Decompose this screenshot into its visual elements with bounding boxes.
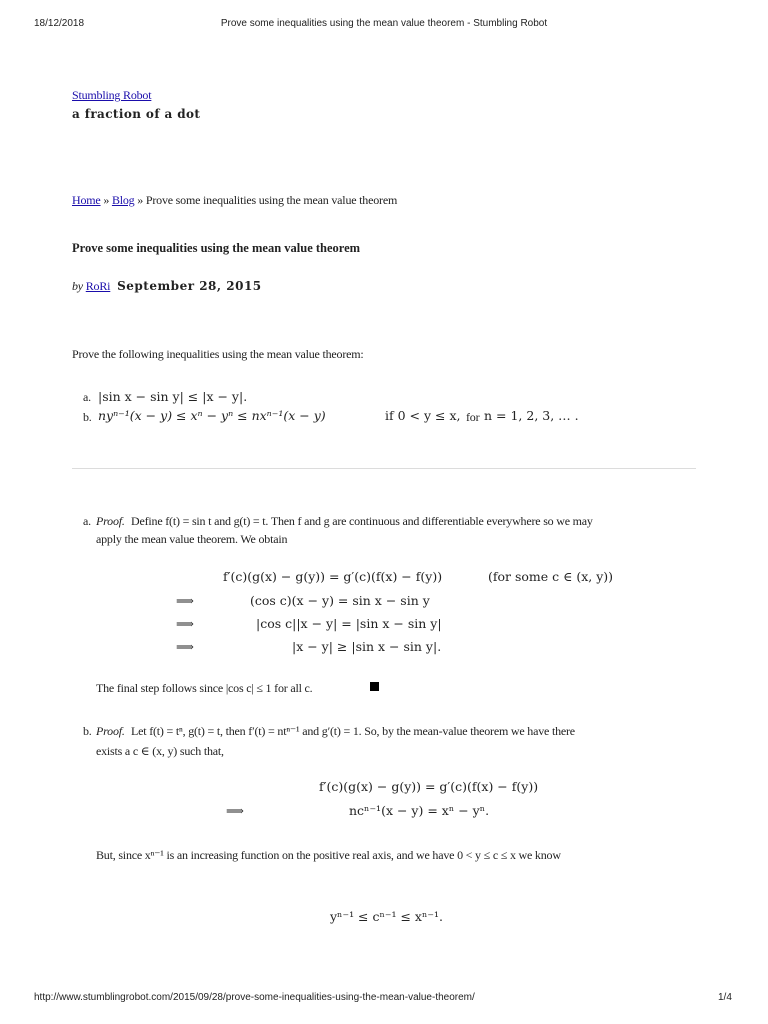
breadcrumb-separator: » xyxy=(100,193,112,207)
proof-a-line1: Define f(t) = sin t and g(t) = t. Then f and g are continuous and differentiable everywhere so we may xyxy=(131,514,593,528)
proof-a-eq1-note: (for some c ∈ (x, y)) xyxy=(488,569,614,584)
implies-arrow: ⟹ xyxy=(176,616,194,631)
breadcrumb-current: Prove some inequalities using the mean value theorem xyxy=(145,193,398,207)
post-date: September 28, 2015 xyxy=(117,279,262,293)
proof-b-label: b. xyxy=(83,724,92,738)
print-url: http://www.stumblingrobot.com/2015/09/28/prove-some-inequalities-using-the-mean-value-theorem/ xyxy=(34,992,475,1003)
proof-b-line2: exists a c ∈ (x, y) such that, xyxy=(96,744,224,758)
print-date: 18/12/2018 xyxy=(34,18,85,29)
breadcrumb xyxy=(72,193,397,208)
proof-a-final: The final step follows since |cos c| ≤ 1 for all c. xyxy=(96,681,313,695)
proof-a-eq3: |cos c||x − y| = |sin x − sin y| xyxy=(256,616,442,631)
problem-intro: Prove the following inequalities using the mean value theorem: xyxy=(72,347,364,361)
proof-b-eq1: f′(c)(g(x) − g(y)) = g′(c)(f(x) − f(y)) xyxy=(319,779,539,794)
item-a-inequality: |sin x − sin y| ≤ |x − y|. xyxy=(98,389,248,404)
proof-a-eq4: |x − y| ≥ |sin x − sin y|. xyxy=(292,639,442,654)
proof-a-label: a. xyxy=(83,514,91,528)
implies-arrow: ⟹ xyxy=(176,593,194,608)
post-byline xyxy=(72,279,262,294)
print-title: Prove some inequalities using the mean value theorem - Stumbling Robot xyxy=(220,18,548,29)
item-a-label: a. xyxy=(83,390,91,404)
implies-arrow: ⟹ xyxy=(226,803,244,818)
print-page-number: 1/4 xyxy=(718,992,732,1003)
item-b-for: for xyxy=(466,410,480,424)
item-b-inequality: nyⁿ⁻¹(x − y) ≤ xⁿ − yⁿ ≤ nxⁿ⁻¹(x − y) xyxy=(98,408,326,423)
item-b-condition: if 0 < y ≤ x, xyxy=(385,408,461,423)
author-link[interactable]: RoRi xyxy=(85,279,111,293)
proof-b-line1: Let f(t) = tⁿ, g(t) = t, then f′(t) = ntⁿ⁻¹ and g′(t) = 1. So, by the mean-value theorem we have there xyxy=(131,724,575,738)
proof-a-proof-word: Proof. xyxy=(96,514,125,528)
proof-a-eq1: f′(c)(g(x) − g(y)) = g′(c)(f(x) − f(y)) xyxy=(223,569,443,584)
proof-a-line2: apply the mean value theorem. We obtain xyxy=(96,532,288,546)
site-name-link[interactable]: Stumbling Robot xyxy=(72,88,152,102)
site-tagline: a fraction of a dot xyxy=(72,107,201,121)
breadcrumb-home-link[interactable]: Home xyxy=(72,193,101,207)
qed-square-icon xyxy=(370,682,379,691)
proof-a-eq2: (cos c)(x − y) = sin x − sin y xyxy=(250,593,430,608)
breadcrumb-separator: » xyxy=(134,193,146,207)
implies-arrow: ⟹ xyxy=(176,639,194,654)
byline-by: by xyxy=(72,279,83,293)
proof-b-proof-word: Proof. xyxy=(96,724,125,738)
proof-b-line3: But, since xⁿ⁻¹ is an increasing function on the positive real axis, and we have 0 < y ≤ c ≤ x we know xyxy=(96,848,561,862)
post-title: Prove some inequalities using the mean value theorem xyxy=(72,241,361,255)
section-divider xyxy=(72,468,696,469)
item-b-label: b. xyxy=(83,410,92,424)
breadcrumb-blog-link[interactable]: Blog xyxy=(111,193,135,207)
item-b-n-values: n = 1, 2, 3, … . xyxy=(484,408,579,423)
proof-b-eq2: ncⁿ⁻¹(x − y) = xⁿ − yⁿ. xyxy=(349,803,490,818)
proof-b-eq3: yⁿ⁻¹ ≤ cⁿ⁻¹ ≤ xⁿ⁻¹. xyxy=(330,909,443,924)
